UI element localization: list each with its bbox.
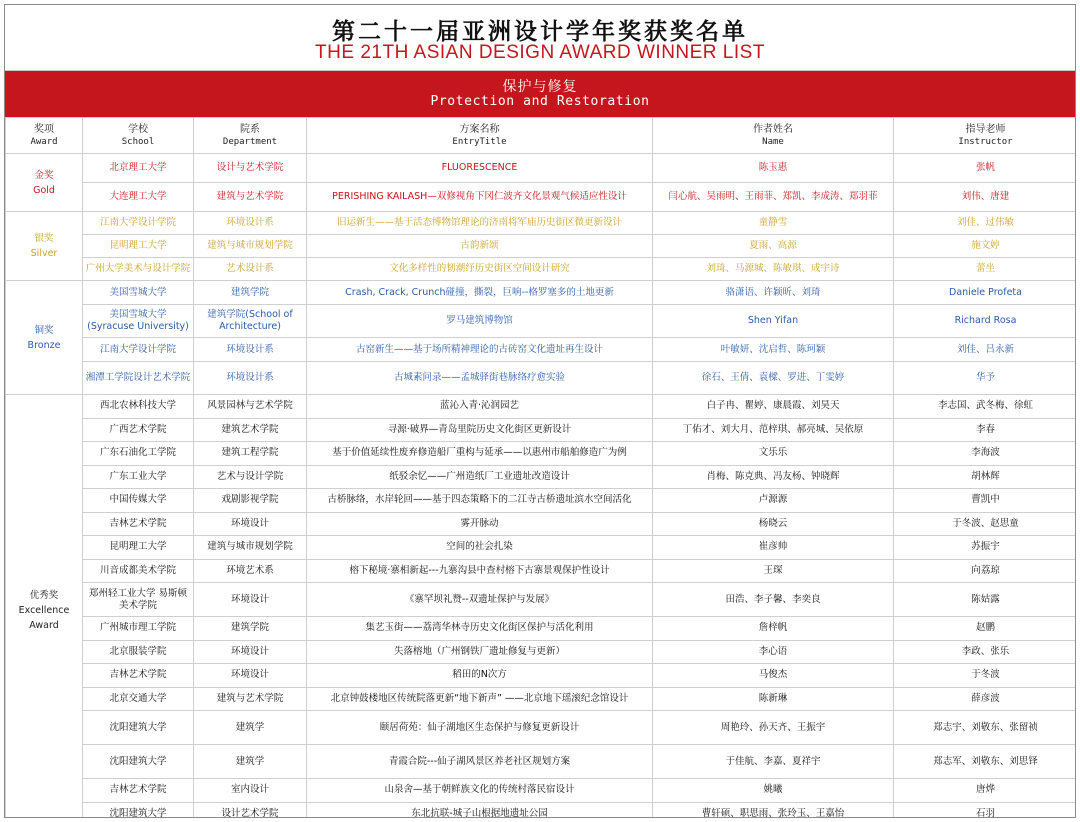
school-cell: 湘潭工学院设计艺术学院 [83,362,194,395]
entry-title-cell: 空间的社会扎染 [307,536,653,560]
instructor-cell: 于冬波 [894,664,1077,688]
table-row [6,583,1077,617]
award-label: Gold [33,184,55,196]
department-cell: 环境设计 [194,583,307,617]
department-cell: 艺术与设计学院 [194,465,307,489]
table-row [6,617,1077,641]
table-header-row [6,118,1077,154]
table-row [6,258,1077,281]
department-cell: 建筑学院(School of Architecture) [194,305,307,338]
author-names-cell: 于佳航、李嘉、夏祥宇 [653,745,894,779]
table-row [6,465,1077,489]
author-names-cell: 詹梓帆 [653,617,894,641]
department-cell: 建筑工程学院 [194,442,307,466]
instructor-cell: 郑志宇、刘敬东、张留祯 [894,711,1077,745]
instructor-cell: 曹凯中 [894,489,1077,513]
author-names-cell: Shen Yifan [653,305,894,338]
entry-title-cell: 古城素问录——孟城驿街巷脉络疗愈实验 [307,362,653,395]
author-names-cell: 卢源源 [653,489,894,513]
award-cell-silver [6,212,83,281]
school-cell: 吉林艺术学院 [83,664,194,688]
school-cell: 北京理工大学 [83,154,194,183]
table-row [6,362,1077,395]
table-row [6,745,1077,779]
school-cell: 广西艺术学院 [83,418,194,442]
department-cell: 环境设计系 [194,338,307,362]
department-cell: 环境设计 [194,640,307,664]
department-cell: 建筑与艺术学院 [194,687,307,711]
column-header-entry-title: 方案名称 EntryTitle [307,118,653,154]
award-cell-excellence [6,395,83,819]
instructor-cell: 刘佳、吕永新 [894,338,1077,362]
school-cell: 广州大学美术与设计学院 [83,258,194,281]
department-cell: 设计艺术学院 [194,802,307,818]
instructor-cell: 唐烨 [894,779,1077,803]
author-names-cell: 陈玉惠 [653,154,894,183]
department-cell: 建筑学 [194,711,307,745]
entry-title-cell: 颐居荷苑：仙子湖地区生态保护与修复更新设计 [307,711,653,745]
school-cell: 江南大学设计学院 [83,338,194,362]
instructor-cell: 胡林辉 [894,465,1077,489]
school-cell: 广东工业大学 [83,465,194,489]
instructor-cell: 于冬波、赵思童 [894,512,1077,536]
author-names-cell: 白子冉、瞿婷、康晨霞、刘昊天 [653,395,894,419]
department-cell: 戏剧影视学院 [194,489,307,513]
table-row [6,183,1077,212]
table-row [6,154,1077,183]
award-cell-gold [6,154,83,212]
department-cell: 建筑艺术学院 [194,418,307,442]
column-header-award: 奖项 Award [6,118,83,154]
school-cell: 广东石油化工学院 [83,442,194,466]
instructor-cell: 张帆 [894,154,1077,183]
department-cell: 设计与艺术学院 [194,154,307,183]
winner-table [5,117,1076,818]
category-banner [5,71,1075,117]
author-names-cell: 崔彦帅 [653,536,894,560]
department-cell: 建筑与城市规划学院 [194,536,307,560]
author-names-cell: 王琛 [653,559,894,583]
entry-title-cell: 北京钟鼓楼地区传统院落更新“地下新声” ——北京地下瑶滚纪念馆设计 [307,687,653,711]
page-title-cn: 第二十一届亚洲设计学年奖获奖名单 [332,19,748,45]
school-cell: 江南大学设计学院 [83,212,194,235]
school-cell: 吉林艺术学院 [83,512,194,536]
instructor-cell: Richard Rosa [894,305,1077,338]
instructor-cell: 李志国、武冬梅、徐虹 [894,395,1077,419]
author-names-cell: 夏雨、高源 [653,235,894,258]
author-names-cell: 姚曦 [653,779,894,803]
page-title-en: THE 21TH ASIAN DESIGN AWARD WINNER LIST [315,42,765,63]
table-row [6,281,1077,305]
entry-title-cell: 青霞合院---仙子湖风景区养老社区规划方案 [307,745,653,779]
table-row [6,418,1077,442]
entry-title-cell: 古桥脉络，水岸轮回——基于四态策略下的二江寺古桥遗址滨水空间活化 [307,489,653,513]
department-cell: 环境艺术系 [194,559,307,583]
winner-table-body [6,154,1077,819]
author-names-cell: 杨晓云 [653,512,894,536]
page-header [5,5,1075,71]
instructor-cell: 施文婷 [894,235,1077,258]
instructor-cell: 李春 [894,418,1077,442]
instructor-cell: 华予 [894,362,1077,395]
department-cell: 艺术设计系 [194,258,307,281]
school-cell: 郑州轻工业大学 易斯顿美术学院 [83,583,194,617]
table-row [6,536,1077,560]
instructor-cell: 刘佳、过伟敏 [894,212,1077,235]
school-cell: 美国雪城大学 [83,281,194,305]
department-cell: 环境设计 [194,512,307,536]
instructor-cell: Daniele Profeta [894,281,1077,305]
category-title-cn: 保护与修复 [502,79,578,95]
table-row [6,489,1077,513]
author-names-cell: 童静雪 [653,212,894,235]
author-names-cell: 李心语 [653,640,894,664]
entry-title-cell: 寻源·破界—青岛里院历史文化街区更新设计 [307,418,653,442]
instructor-cell: 李海波 [894,442,1077,466]
award-cell-bronze [6,281,83,395]
entry-title-cell: 山泉舍—基于朝鲜族文化的传统村落民宿设计 [307,779,653,803]
entry-title-cell: 东北抗联-城子山根据地遗址公园 [307,802,653,818]
author-names-cell: 刘琦、马源城、陈敏琪、成宇诗 [653,258,894,281]
entry-title-cell: 蓝沁入青·沁润园艺 [307,395,653,419]
entry-title-cell: 雾开脉动 [307,512,653,536]
instructor-cell: 石羽 [894,802,1077,818]
category-title-en: Protection and Restoration [430,94,650,109]
author-names-cell: 丁佑才、刘大月、范梓琪、郝亮城、吴依原 [653,418,894,442]
entry-title-cell: 文化多样性的韧潮纾历史街区空间设计研究 [307,258,653,281]
author-names-cell: 周艳玲、孙天齐、王振宇 [653,711,894,745]
entry-title-cell: 纸驳余忆——广州造纸厂工业遗址改造设计 [307,465,653,489]
table-row [6,687,1077,711]
school-cell: 西北农林科技大学 [83,395,194,419]
entry-title-cell: 罗马建筑博物馆 [307,305,653,338]
author-names-cell: 叶敏妍、沈启哲、陈珂颖 [653,338,894,362]
table-row [6,779,1077,803]
entry-title-cell: PERISHING KAILASH—双修视角下冈仁波齐文化景观气候适应性设计 [307,183,653,212]
department-cell: 建筑与艺术学院 [194,183,307,212]
table-row [6,711,1077,745]
award-list-page [4,4,1076,818]
instructor-cell: 蕾坐 [894,258,1077,281]
table-row [6,802,1077,818]
school-cell: 沈阳建筑大学 [83,745,194,779]
column-header-department: 院系 Department [194,118,307,154]
award-label: 金奖 [34,169,54,181]
school-cell: 中国传媒大学 [83,489,194,513]
author-names-cell: 田浩、李子馨、李奕良 [653,583,894,617]
department-cell: 建筑与城市规划学院 [194,235,307,258]
award-label: Silver [30,248,58,259]
instructor-cell: 赵鹏 [894,617,1077,641]
entry-title-cell: 《寨罕坝礼赞--双遗址保护与发展》 [307,583,653,617]
department-cell: 建筑学 [194,745,307,779]
entry-title-cell: 集艺玉街——荔湾华林寺历史文化街区保护与活化利用 [307,617,653,641]
school-cell: 沈阳建筑大学 [83,802,194,818]
entry-title-cell: 榕下秘境·寨相新起---九寨沟县中查村榕下古寨景观保护性设计 [307,559,653,583]
department-cell: 环境设计系 [194,212,307,235]
instructor-cell: 李政、张乐 [894,640,1077,664]
award-label: 银奖 [34,233,54,244]
award-label: 铜奖 [34,324,54,336]
entry-title-cell: Crash, Crack, Crunch碰撞，撕裂，巨响--格罗塞多的土地更新 [307,281,653,305]
school-cell: 大连理工大学 [83,183,194,212]
school-cell: 北京服装学院 [83,640,194,664]
school-cell: 川音成都美术学院 [83,559,194,583]
instructor-cell: 薛彦波 [894,687,1077,711]
table-row [6,395,1077,419]
department-cell: 室内设计 [194,779,307,803]
department-cell: 环境设计系 [194,362,307,395]
entry-title-cell: FLUORESCENCE [307,154,653,183]
table-row [6,338,1077,362]
author-names-cell: 闫心航、吴雨明、王雨菲、郑凯、李成涛、郑羽菲 [653,183,894,212]
column-header-instructor: 指导老师 Instructor [894,118,1077,154]
author-names-cell: 骆潇语、许颖昕、刘琦 [653,281,894,305]
author-names-cell: 文乐乐 [653,442,894,466]
entry-title-cell: 失落榕地（广州钢铁厂遗址修复与更新） [307,640,653,664]
department-cell: 建筑学院 [194,617,307,641]
entry-title-cell: 基于价值延续性废弃修造船厂重构与延承——以惠州市船舶修造广为例 [307,442,653,466]
entry-title-cell: 古窑新生——基于场所精神理论的古砖窑文化遗址再生设计 [307,338,653,362]
table-row [6,212,1077,235]
column-header-school: 学校 School [83,118,194,154]
school-cell: 广州城市理工学院 [83,617,194,641]
table-row [6,512,1077,536]
instructor-cell: 向荔琼 [894,559,1077,583]
instructor-cell: 刘伟、唐建 [894,183,1077,212]
instructor-cell: 陈姑露 [894,583,1077,617]
entry-title-cell: 旧运新生——基于活态博物馆理论的济南将军庙历史街区微更新设计 [307,212,653,235]
department-cell: 风景园林与艺术学院 [194,395,307,419]
author-names-cell: 徐石、王倩、袁樑、罗进、丁雯婷 [653,362,894,395]
author-names-cell: 马俊杰 [653,664,894,688]
table-row [6,640,1077,664]
author-names-cell: 陈新琳 [653,687,894,711]
department-cell: 环境设计 [194,664,307,688]
award-label: Award [29,619,59,631]
school-cell: 北京交通大学 [83,687,194,711]
entry-title-cell: 古韵新颂 [307,235,653,258]
award-label: 优秀奖 [29,589,59,601]
school-cell: 昆明理工大学 [83,235,194,258]
table-row [6,235,1077,258]
department-cell: 建筑学院 [194,281,307,305]
table-row [6,442,1077,466]
table-row [6,664,1077,688]
entry-title-cell: 稻田的N次方 [307,664,653,688]
instructor-cell: 郑志军、刘敬东、刘思铎 [894,745,1077,779]
school-cell: 沈阳建筑大学 [83,711,194,745]
column-header-name: 作者姓名 Name [653,118,894,154]
award-label: Bronze [27,339,61,351]
school-cell: 吉林艺术学院 [83,779,194,803]
table-row [6,559,1077,583]
author-names-cell: 曹轩硕、职思雨、张玲玉、王嘉怡 [653,802,894,818]
award-label: Excellence [18,604,70,616]
school-cell: 昆明理工大学 [83,536,194,560]
table-row [6,305,1077,338]
school-cell: 美国雪城大学 (Syracuse University) [83,305,194,338]
instructor-cell: 苏振宇 [894,536,1077,560]
author-names-cell: 肖梅、陈克典、冯友杨、钟晓辉 [653,465,894,489]
